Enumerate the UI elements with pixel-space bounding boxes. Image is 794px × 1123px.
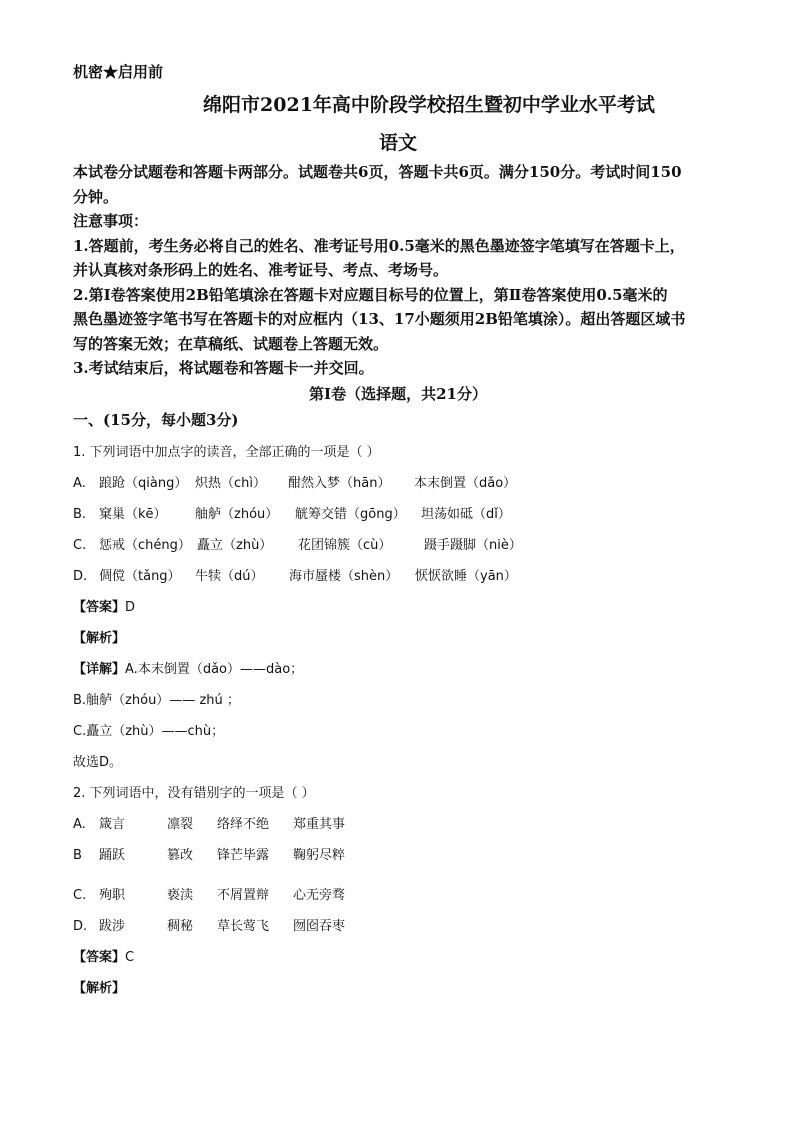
question-1-option-b (73, 499, 723, 530)
question-1-stem: 1. 下列词语中加点字的读音，全部正确的一项是（ ） (73, 444, 380, 460)
question-2-stem: 2. 下列词语中，没有错别字的一项是（ ） (73, 785, 315, 801)
option-word: 海市蜃楼（shèn） (289, 568, 399, 584)
notice-item-2-line-2: 黑色墨迹签字笔书写在答题卡的对应框内（13、17小题须用2B铅笔填涂）。超出答题区域书 (73, 310, 686, 328)
option-label: D. (73, 568, 88, 584)
notice-item-1-line-2: 并认真核对条形码上的姓名、准考证号、考点、考场号。 (73, 261, 449, 279)
option-word: 坦荡如砥（dǐ） (421, 506, 511, 522)
notice-item-1-line-1: 1.答题前，考生务必将自己的姓名、准考证号用0.5毫米的黑色墨迹签字笔填写在答题卡上， (73, 236, 685, 255)
option-word: 锋芒毕露 (217, 847, 270, 863)
question-1-answer (73, 592, 723, 623)
option-word: 牛犊（dú） (195, 568, 264, 584)
option-word: 舳舻（zhóu） (195, 506, 279, 522)
option-word: 矗立（zhù） (197, 537, 273, 553)
section-title: 第Ⅰ卷（选择题，共21分） (309, 384, 487, 403)
option-word: 恹恹欲睡（yān） (415, 568, 517, 584)
question-2-option-a (73, 809, 723, 840)
question-2-analysis (73, 973, 723, 1004)
option-word: 觥筹交错（gōng） (295, 506, 406, 522)
option-word: 络绎不绝 (217, 816, 270, 832)
option-word: 踊跃 (99, 847, 126, 863)
confidential-mark: 机密★启用前 (73, 63, 164, 81)
option-word: 稠秘 (167, 918, 194, 934)
notice-label: 注意事项： (73, 212, 149, 230)
option-word: 倜傥（tǎng） (99, 568, 181, 584)
detail-a: A.本末倒置（dǎo）——dào； (125, 661, 304, 677)
option-word: 草长莺飞 (217, 918, 270, 934)
option-word: 不屑置辩 (217, 887, 270, 903)
intro-line-1: 本试卷分试题卷和答题卡两部分。试题卷共6页，答题卡共6页。满分150分。考试时间150 (73, 163, 682, 181)
answer-label: 【答案】 (73, 949, 126, 965)
exam-page (73, 60, 723, 1004)
option-word: 亵渎 (167, 887, 194, 903)
answer-value: C (125, 949, 135, 965)
option-label: B. (73, 506, 87, 522)
notice-item-2-line-3: 写的答案无效；在草稿纸、试题卷上答题无效。 (73, 334, 389, 353)
option-word: 郑重其事 (293, 816, 346, 832)
option-word: 蹑手蹑脚（niè） (424, 537, 522, 553)
question-2-option-b (73, 840, 723, 871)
option-word: 鞠躬尽粹 (293, 847, 346, 863)
analysis-label: 【解析】 (73, 630, 126, 646)
question-1-conclusion: 故选D。 (73, 754, 123, 770)
option-word: 炽热（chì） (195, 475, 266, 491)
notice-item-3: 3.考试结束后，将试题卷和答题卡一并交回。 (73, 359, 374, 377)
part-title: 一、(15分，每小题3分) (73, 410, 239, 429)
answer-value: D (125, 599, 136, 615)
question-1-detail-c: C.矗立（zhù）——chù； (73, 723, 225, 739)
option-word: 篡改 (167, 847, 194, 863)
answer-label: 【答案】 (73, 599, 126, 615)
question-2-answer (73, 942, 723, 973)
option-word: 花团锦簇（cù） (298, 537, 392, 553)
option-word: 窠巢（kē） (99, 506, 167, 522)
question-1-detail-b: B.舳舻（zhóu）—— zhú ； (73, 692, 240, 708)
analysis-label: 【解析】 (73, 980, 126, 996)
question-1-option-c (73, 530, 723, 561)
option-word: 跋涉 (99, 918, 126, 934)
option-word: 心无旁骛 (293, 887, 346, 903)
notice-item-2-line-1: 2.第Ⅰ卷答案使用2B铅笔填涂在答题卡对应题目标号的位置上，第Ⅱ卷答案使用0.5毫米的 (73, 285, 668, 304)
question-1-analysis (73, 623, 723, 654)
exam-title: 绵阳市2021年高中阶段学校招生暨初中学业水平考试 (203, 94, 655, 116)
option-word: 惩戒（chéng） (99, 537, 191, 553)
question-2-option-d (73, 911, 723, 942)
option-label: C. (73, 537, 87, 553)
instructions (73, 160, 723, 381)
option-word: 囫囵吞枣 (293, 918, 346, 934)
option-label: B (73, 847, 82, 863)
option-word: 箴言 (99, 816, 126, 832)
question-1-option-a (73, 468, 723, 499)
option-word: 酣然入梦（hān） (288, 475, 391, 491)
option-word: 殉职 (99, 887, 126, 903)
option-label: A. (73, 816, 86, 832)
detail-label: 【详解】 (73, 661, 126, 677)
intro-line-2: 分钟。 (73, 187, 119, 206)
subject-title: 语文 (378, 132, 417, 154)
option-label: D. (73, 918, 88, 934)
option-word: 本末倒置（dǎo） (414, 475, 517, 491)
question-1-option-d (73, 561, 723, 592)
option-word: 凛裂 (167, 816, 194, 832)
option-label: A. (73, 475, 86, 491)
question-1-detail (73, 654, 723, 685)
question-2-option-c (73, 880, 723, 911)
option-word: 踉跄（qiàng） (99, 475, 188, 491)
option-label: C. (73, 887, 87, 903)
